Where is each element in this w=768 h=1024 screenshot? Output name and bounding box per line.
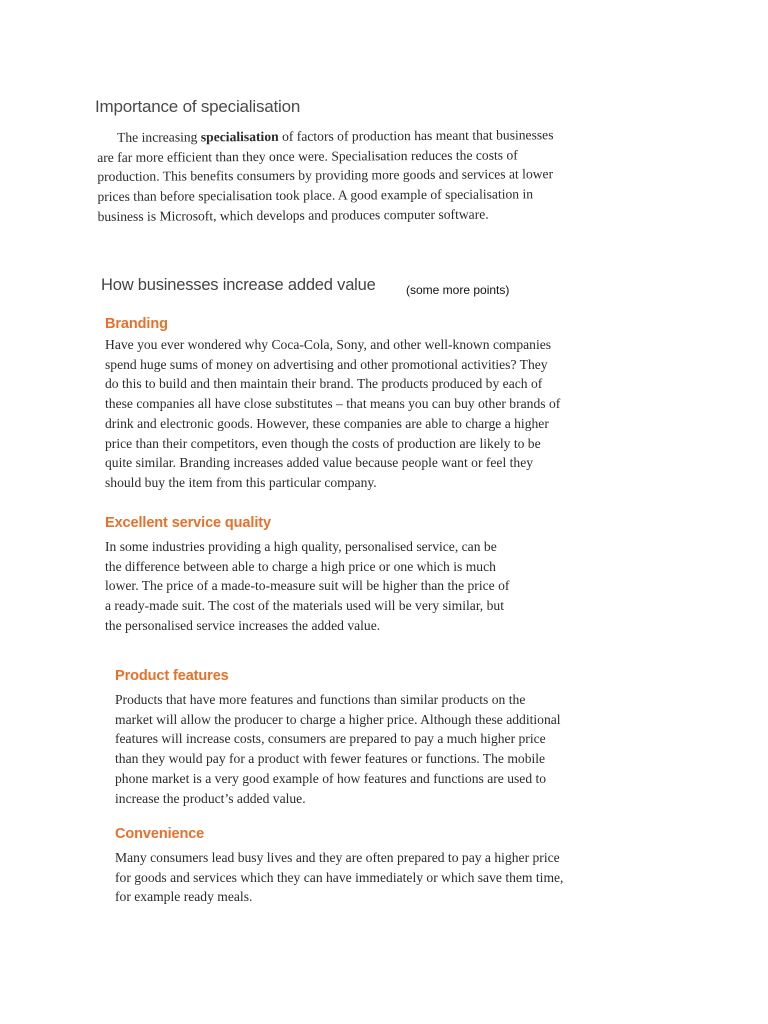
paragraph-line: than they would pay for a product with fewer features or functions. The mobile bbox=[115, 751, 546, 767]
paragraph-line: prices than before specialisation took place. A good example of specialisation in bbox=[97, 186, 534, 205]
paragraph-line: a ready-made suit. The cost of the materials used will be very similar, but bbox=[105, 598, 504, 614]
paragraph-line: In some industries providing a high quality, personalised service, can be bbox=[105, 539, 497, 554]
text-run: The increasing bbox=[117, 129, 201, 145]
paragraph-line: drink and electronic goods. However, these companies are able to charge a higher bbox=[105, 415, 549, 431]
paragraph-line: features will increase costs, consumers are prepared to pay a much higher price bbox=[115, 731, 546, 747]
paragraph-line: for goods and services which they can have immediately or which save them time, bbox=[115, 869, 564, 885]
specialisation-paragraph bbox=[97, 125, 554, 226]
paragraph-line: price than their competitors, even though the costs of production are likely to be bbox=[105, 435, 541, 451]
paragraph-line: Products that have more features and functions than similar products on the bbox=[115, 692, 526, 707]
service-paragraph bbox=[105, 537, 509, 636]
paragraph-line: do this to build and then maintain their brand. The products produced by each of bbox=[105, 376, 543, 392]
paragraph-line: production. This benefits consumers by providing more goods and services at lower bbox=[97, 166, 554, 185]
text-run: of factors of production has meant that businesses bbox=[278, 127, 554, 144]
paragraph-line: increase the product’s added value. bbox=[115, 790, 306, 806]
paragraph-line: these companies all have close substitutes – that means you can buy other brands of bbox=[105, 396, 561, 412]
paragraph-line: phone market is a very good example of how features and functions are used to bbox=[115, 770, 547, 786]
paragraph-line: business is Microsoft, which develops and produces computer software. bbox=[97, 206, 489, 224]
paragraph-line: market will allow the producer to charge a higher price. Although these additional bbox=[115, 711, 561, 727]
bold-term: specialisation bbox=[200, 128, 279, 145]
annotation-note: (some more points) bbox=[406, 283, 510, 297]
paragraph-line: lower. The price of a made-to-measure suit will be higher than the price of bbox=[105, 578, 510, 594]
branding-paragraph bbox=[105, 335, 560, 493]
subheading-product-features: Product features bbox=[115, 668, 229, 684]
features-paragraph bbox=[115, 690, 561, 808]
paragraph-line: spend huge sums of money on advertising and other promotional activities? They bbox=[105, 356, 548, 372]
paragraph-line: are far more efficient than they once were. Specialisation reduces the costs of bbox=[97, 147, 518, 165]
convenience-paragraph bbox=[115, 848, 563, 907]
paragraph-line: the personalised service increases the added value. bbox=[105, 617, 381, 633]
paragraph-line bbox=[97, 125, 554, 147]
subheading-service-quality: Excellent service quality bbox=[105, 515, 271, 531]
paragraph-line: Have you ever wondered why Coca-Cola, Sony, and other well-known companies bbox=[105, 337, 552, 352]
paragraph-line: the difference between able to charge a high price or one which is much bbox=[105, 558, 496, 574]
paragraph-line: should buy the item from this particular company. bbox=[105, 474, 377, 490]
paragraph-line: quite similar. Branding increases added value because people want or feel they bbox=[105, 455, 534, 471]
subheading-branding: Branding bbox=[105, 316, 168, 332]
section-title-specialisation: Importance of specialisation bbox=[95, 97, 301, 116]
paragraph-line: for example ready meals. bbox=[115, 889, 253, 905]
section-title-added-value: How businesses increase added value bbox=[101, 276, 376, 294]
paragraph-line: Many consumers lead busy lives and they are often prepared to pay a higher price bbox=[115, 850, 560, 865]
subheading-convenience: Convenience bbox=[115, 826, 205, 842]
